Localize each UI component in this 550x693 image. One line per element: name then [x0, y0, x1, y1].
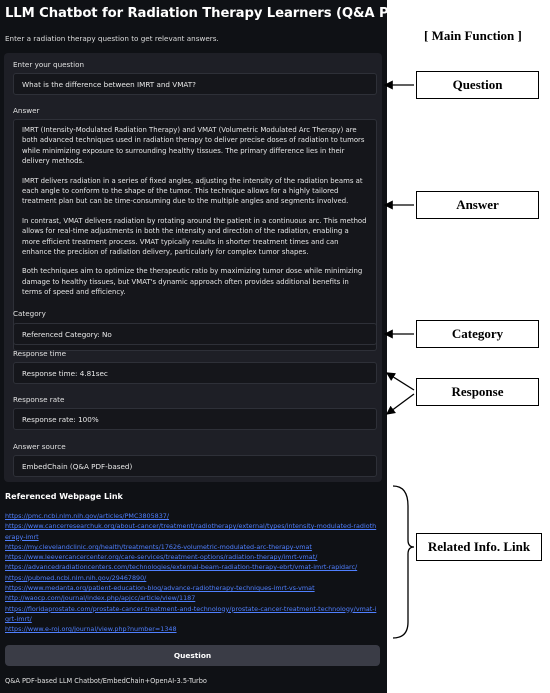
related-links-callout: Related Info. Link — [416, 533, 542, 561]
answer-paragraph: Both techniques aim to optimize the therapeutic ratio by maximizing tumor dose while minimizing damage to healthy tissues, but VMAT's dynamic approach often provides additional benefits in terms of speed and efficiency. — [22, 267, 363, 297]
response-time-field: Response time: 4.81sec — [13, 362, 377, 384]
question-input[interactable]: What is the difference between IMRT and VMAT? — [13, 73, 377, 95]
reference-link[interactable]: https://my.clevelandclinic.org/health/treatments/17626-volumetric-modulated-arc-therapy-vmat — [5, 542, 312, 551]
answer-source-label: Answer source — [13, 442, 66, 451]
app-title: LLM Chatbot for Radiation Therapy Learners (Q&A PDF-based) — [5, 6, 464, 21]
result-card — [4, 53, 382, 482]
reference-link[interactable]: https://pubmed.ncbi.nlm.nih.gov/29467890/ — [5, 573, 147, 582]
reference-link[interactable]: https://advancedradiationcenters.com/technologies/external-beam-radiation-therapy-ebrt/vmat-imrt-rapidarc/ — [5, 563, 358, 572]
question-label: Enter your question — [13, 60, 85, 69]
reference-link[interactable]: https://www.leevercancercenter.org/care-services/treatment-options/radiation-therapy/imrt-vmat/ — [5, 553, 318, 562]
response-time-label: Response time — [13, 349, 67, 358]
reference-link[interactable]: https://floridaprostate.com/prostate-cancer-treatment-and-technology/prostate-cancer-treatment-technology/vmat-igrt-imrt/ — [5, 604, 377, 623]
app-subtitle: Enter a radiation therapy question to get relevant answers. — [5, 34, 219, 43]
reference-link[interactable]: http://waocp.com/journal/index.php/apjcc/article/view/1187 — [5, 594, 196, 603]
response-rate-label: Response rate — [13, 395, 65, 404]
main-function-heading: [ Main Function ] — [424, 28, 522, 43]
category-label: Category — [13, 309, 46, 318]
reference-link[interactable]: https://www.cancerresearchuk.org/about-cancer/treatment/radiotherapy/external/types/intensity-modulated-radiotherapy-imrt — [5, 522, 377, 541]
answer-paragraph: In contrast, VMAT delivers radiation by rotating around the patient in a continuous arc. This method allows for real-time adjustments in both the intensity and direction of the radiation, enabling a more efficient treatment process. VMAT typically results in shorter treatment times and can enhance the precision of radiation delivery, particularly for complex tumor shapes. — [22, 216, 367, 257]
question-button[interactable]: Question — [5, 645, 380, 666]
response-rate-arrow — [387, 394, 414, 414]
answer-source-field: EmbedChain (Q&A PDF-based) — [13, 455, 377, 477]
related-links-brace — [393, 486, 414, 638]
answer-box — [13, 119, 377, 351]
reference-link[interactable]: https://www.e-roj.org/journal/view.php?number=1348 — [5, 625, 177, 634]
answer-paragraph: IMRT (Intensity-Modulated Radiation Therapy) and VMAT (Volumetric Modulated Arc Therapy) are both advanced techniques used in radiation therapy to deliver precise doses of radiation to tumors while minimizing exposure to surrounding healthy tissues. The primary difference lies in their delivery methods. — [22, 126, 365, 166]
reference-link[interactable]: https://www.medanta.org/patient-education-blog/advance-radiotherapy-techniques-imrt-vs-vmat — [5, 584, 315, 593]
reference-link[interactable]: https://pmc.ncbi.nlm.nih.gov/articles/PMC3805837/ — [5, 512, 170, 520]
reference-link-list — [5, 511, 377, 635]
answer-callout: Answer — [416, 191, 539, 219]
answer-label: Answer — [13, 106, 40, 115]
response-callout: Response — [416, 378, 539, 406]
question-callout: Question — [416, 71, 539, 99]
footer-text: Q&A PDF-based LLM Chatbot/EmbedChain+OpenAI-3.5-Turbo — [5, 677, 207, 685]
category-callout: Category — [416, 320, 539, 348]
referenced-links-title: Referenced Webpage Link — [5, 492, 123, 501]
response-rate-field: Response rate: 100% — [13, 408, 377, 430]
answer-paragraph: IMRT delivers radiation in a series of fixed angles, adjusting the intensity of the radiation beams at each angle to conform to the shape of the tumor. This technique allows for a highly tailored treatment plan but can be time-consuming due to the multiple angles and segments involved. — [22, 176, 363, 206]
response-time-arrow — [387, 373, 414, 390]
category-field: Referenced Category: No — [13, 323, 377, 345]
